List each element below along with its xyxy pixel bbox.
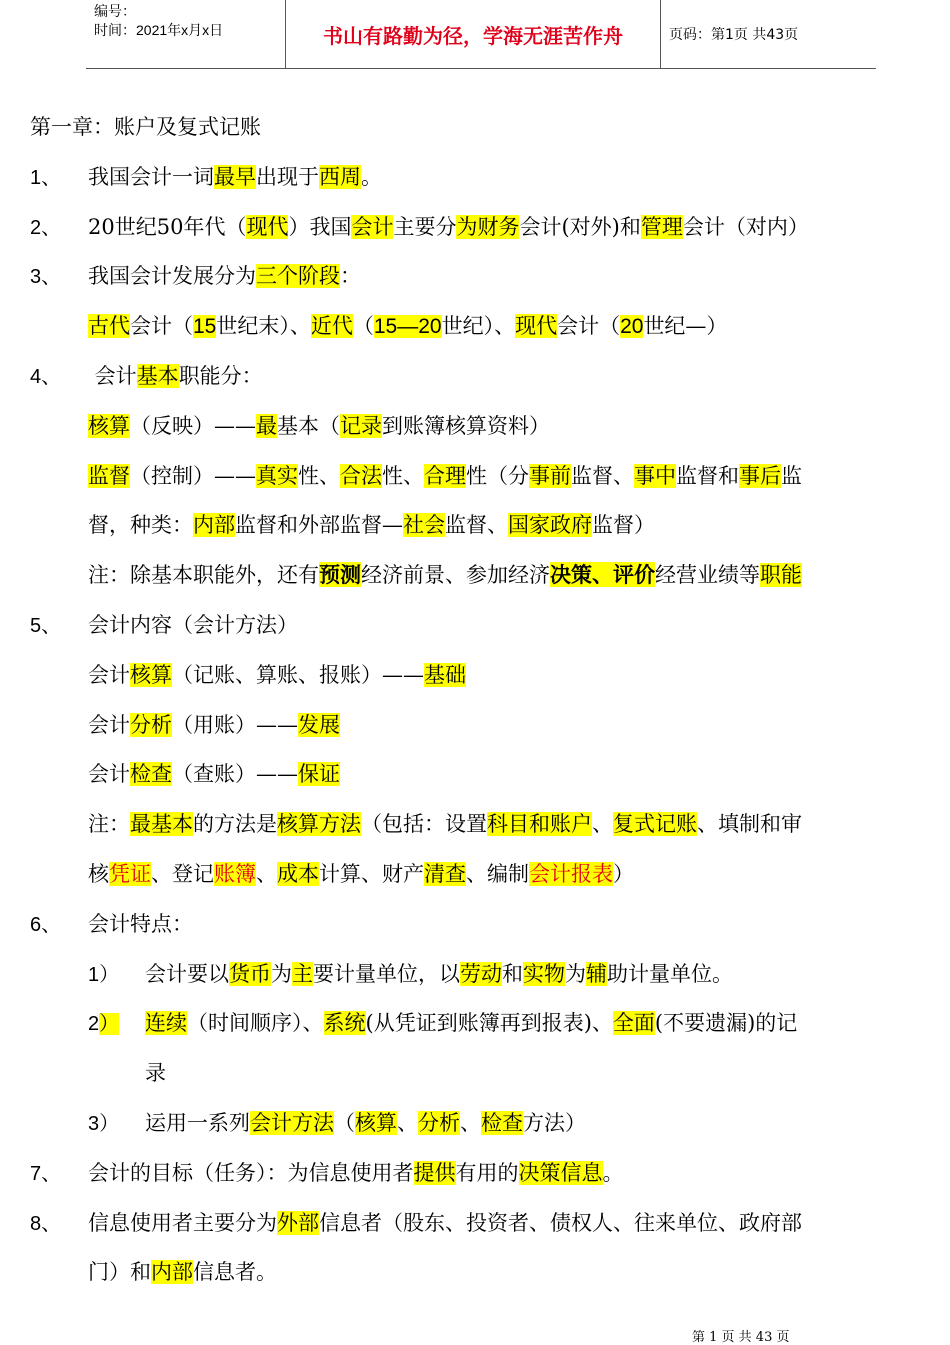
item-8 (30, 1208, 935, 1258)
highlight: 复式记账 (613, 812, 697, 837)
sub-number-paren: ） (99, 1013, 120, 1036)
highlight: 内部 (193, 513, 235, 538)
text: 会计 (88, 712, 130, 737)
highlight: 记录 (340, 413, 382, 438)
item-8-cont (30, 1257, 935, 1307)
text: 世纪末）、 (216, 314, 311, 339)
chapter-title: 第一章：账户及复式记账 (30, 115, 261, 139)
text: 、 (460, 1110, 481, 1135)
highlight: 主 (292, 961, 313, 986)
highlight: 账簿 (214, 861, 256, 886)
item-5-c (30, 759, 935, 809)
highlight: 发展 (298, 712, 340, 737)
highlight: 会计报表 (529, 861, 613, 886)
text: 出现于 (256, 164, 319, 189)
highlight: 连续 (145, 1011, 187, 1036)
item-6-1 (30, 959, 935, 1009)
text: 、填制和审 (697, 812, 802, 837)
item-4-note (30, 560, 935, 610)
text: ） (613, 861, 634, 886)
item-6-2-cont (30, 1058, 935, 1108)
highlight: 最早 (214, 164, 256, 189)
highlight: 社会 (403, 513, 445, 538)
item-5-note (30, 809, 935, 859)
item-number: 7、 (30, 1162, 62, 1185)
text: 监督、 (445, 513, 508, 538)
text: 信息者。 (193, 1260, 277, 1285)
highlight: 管理 (640, 214, 683, 239)
text: 20世纪50年代（ (88, 214, 247, 239)
text: 职能分： (178, 363, 263, 388)
highlight: 合法 (340, 463, 382, 488)
text: 信息使用者主要分为 (88, 1210, 277, 1235)
highlight: 会计 (351, 214, 394, 239)
sub-number-digit: 2 (88, 1013, 100, 1036)
item-6-3 (30, 1108, 935, 1158)
highlight: 20 (620, 315, 644, 339)
item-number: 2、 (30, 216, 62, 239)
header-motto: 书山有路勤为径，学海无涯苦作舟 (286, 0, 661, 68)
text: 监 (781, 463, 802, 488)
highlight: 真实 (256, 463, 298, 488)
text: 会计的目标（任务）：为信息使用者 (88, 1160, 414, 1185)
text: 和 (502, 961, 523, 986)
highlight: 内部 (151, 1260, 193, 1285)
item-3-detail (30, 311, 935, 361)
text: 要计量单位，以 (313, 961, 460, 986)
highlight: 实物 (523, 961, 565, 986)
text: 门）和 (88, 1260, 151, 1285)
highlight: 决策信息 (518, 1160, 603, 1185)
highlight: 分析 (418, 1110, 460, 1135)
sub-number: 1） (88, 963, 120, 986)
text: 会计（对内） (682, 214, 809, 239)
text: （ (352, 314, 374, 339)
text: 运用一系列 (145, 1110, 250, 1135)
text: 我国会计发展分为 (88, 264, 256, 289)
item-6-2 (30, 1008, 935, 1058)
text: 主要分 (393, 214, 457, 239)
highlight: 现代 (246, 214, 289, 239)
text: （用账）—— (172, 712, 298, 737)
highlight: 会计方法 (250, 1110, 334, 1135)
text: 为 (271, 961, 292, 986)
highlight: 事后 (739, 463, 781, 488)
text: 性（分 (466, 463, 529, 488)
text: 注：除基本职能外，还有 (88, 563, 319, 588)
item-number: 1、 (30, 166, 62, 189)
highlight: 监督 (88, 463, 130, 488)
text: 信息者（股东、投资者、债权人、往来单位、政府部 (319, 1210, 802, 1235)
item-5 (30, 610, 935, 660)
text: 监督、 (571, 463, 634, 488)
text: 。 (361, 164, 382, 189)
text: 、 (592, 812, 613, 837)
highlight: 合理 (424, 463, 466, 488)
text: 会计（ (557, 314, 621, 339)
item-5-note-cont (30, 859, 935, 909)
highlight: 系统 (323, 1011, 366, 1036)
sub-number (88, 1009, 145, 1039)
item-4-core (30, 411, 935, 461)
text: 经营业绩等 (655, 563, 760, 588)
text: 监督和 (676, 463, 739, 488)
item-number: 6、 (30, 913, 62, 936)
text: 会计(对外)和 (519, 214, 641, 239)
highlight: 核算 (355, 1110, 397, 1135)
item-5-b (30, 710, 935, 760)
text: 、登记 (151, 861, 214, 886)
text: 会计内容（会计方法） (88, 612, 298, 637)
highlight: 15—20 (373, 315, 442, 339)
highlight: 为财务 (456, 214, 520, 239)
text: 监督） (592, 513, 655, 538)
text: 、 (397, 1110, 418, 1135)
highlight: 分析 (130, 712, 172, 737)
highlight: 现代 (515, 314, 558, 339)
highlight: 事中 (634, 463, 676, 488)
header-page-info: 页码：第1页 共43页 (669, 27, 799, 43)
text: 会计要以 (145, 961, 229, 986)
text: （ (334, 1110, 355, 1135)
item-7 (30, 1158, 935, 1208)
text: 我国会计一词 (88, 164, 214, 189)
highlight: 西周 (319, 164, 361, 189)
highlight: 15 (193, 315, 217, 339)
item-number: 4、 (30, 365, 62, 388)
item-number: 5、 (30, 614, 62, 637)
text: 、编制 (466, 861, 529, 886)
highlight: 核算 (88, 413, 130, 438)
highlight: 国家政府 (508, 513, 592, 538)
text: 经济前景、参加经济 (361, 563, 550, 588)
item-4 (30, 361, 935, 411)
text: 会计 (88, 762, 130, 787)
highlight: 提供 (413, 1160, 456, 1185)
text: ）我国 (288, 214, 352, 239)
highlight: 基本 (136, 363, 179, 388)
item-6 (30, 909, 935, 959)
page-footer: 第 1 页 共 43 页 (692, 1330, 790, 1345)
text: （包括：设置 (361, 812, 487, 837)
text: 的方法是 (193, 812, 277, 837)
text: （时间顺序）、 (187, 1011, 324, 1036)
highlight: 预测 (319, 562, 361, 588)
text: 、 (256, 861, 277, 886)
text: （查账）—— (172, 762, 298, 787)
item-2 (30, 212, 935, 262)
highlight: 检查 (481, 1110, 523, 1135)
highlight: 检查 (130, 762, 172, 787)
item-4-supervision-cont (30, 510, 935, 560)
text: 基本（ (277, 413, 340, 438)
item-4-supervision (30, 461, 935, 511)
header-meta (86, 0, 286, 68)
text: 录 (145, 1061, 166, 1086)
text: （控制）—— (130, 463, 256, 488)
text: 方法） (523, 1110, 586, 1135)
text: 有用的 (455, 1160, 519, 1185)
item-1 (30, 162, 935, 212)
text: 到账簿核算资料） (382, 413, 550, 438)
text: 会计特点： (88, 911, 193, 936)
highlight: 最基本 (130, 812, 193, 837)
time-label: 时间：2021年x月x日 (94, 22, 224, 38)
highlight: 全面 (612, 1011, 655, 1036)
highlight: 劳动 (460, 961, 502, 986)
item-5-a (30, 660, 935, 710)
item-number: 8、 (30, 1212, 62, 1235)
text: 助计量单位。 (607, 961, 733, 986)
text: （反映）—— (130, 413, 256, 438)
text: 。 (602, 1160, 624, 1185)
highlight: 古代 (88, 314, 130, 339)
highlight: 近代 (310, 314, 353, 339)
text: 会计（ (130, 314, 193, 339)
text: 督，种类： (88, 513, 193, 538)
document-body (30, 112, 935, 1307)
text: 会计 (88, 662, 130, 687)
highlight: 科目和账户 (487, 812, 592, 837)
number-label: 编号： (94, 3, 136, 19)
text: 核 (88, 861, 109, 886)
text: ： (340, 264, 361, 289)
text: 性、 (298, 463, 340, 488)
text: 性、 (382, 463, 424, 488)
highlight: 清查 (424, 861, 466, 886)
text: 世纪）、 (441, 314, 516, 339)
highlight: 保证 (298, 762, 340, 787)
text: 计算、财产 (319, 861, 424, 886)
highlight: 辅 (586, 961, 607, 986)
highlight: 三个阶段 (256, 264, 340, 289)
text: (从凭证到账簿再到报表)、 (365, 1011, 613, 1036)
highlight: 凭证 (109, 861, 151, 886)
text: 注： (88, 812, 130, 837)
text: 会计 (88, 363, 137, 388)
highlight: 职能 (760, 563, 802, 588)
highlight: 外部 (277, 1210, 319, 1235)
text: 世纪—） (643, 314, 728, 339)
highlight: 最 (256, 413, 277, 438)
text: 监督和外部监督— (235, 513, 403, 538)
page-header (86, 0, 876, 69)
highlight: 决策、评价 (550, 562, 655, 588)
item-number: 3、 (30, 266, 62, 289)
highlight: 事前 (529, 463, 571, 488)
highlight: 核算方法 (277, 812, 361, 837)
text: 为 (565, 961, 586, 986)
highlight: 货币 (229, 961, 271, 986)
highlight: 核算 (130, 662, 172, 687)
highlight: 基础 (424, 662, 466, 687)
item-3 (30, 261, 935, 311)
sub-number: 3） (88, 1112, 120, 1135)
text: (不要遗漏)的记 (654, 1011, 798, 1036)
text: （记账、算账、报账）—— (172, 662, 424, 687)
highlight: 成本 (277, 861, 319, 886)
